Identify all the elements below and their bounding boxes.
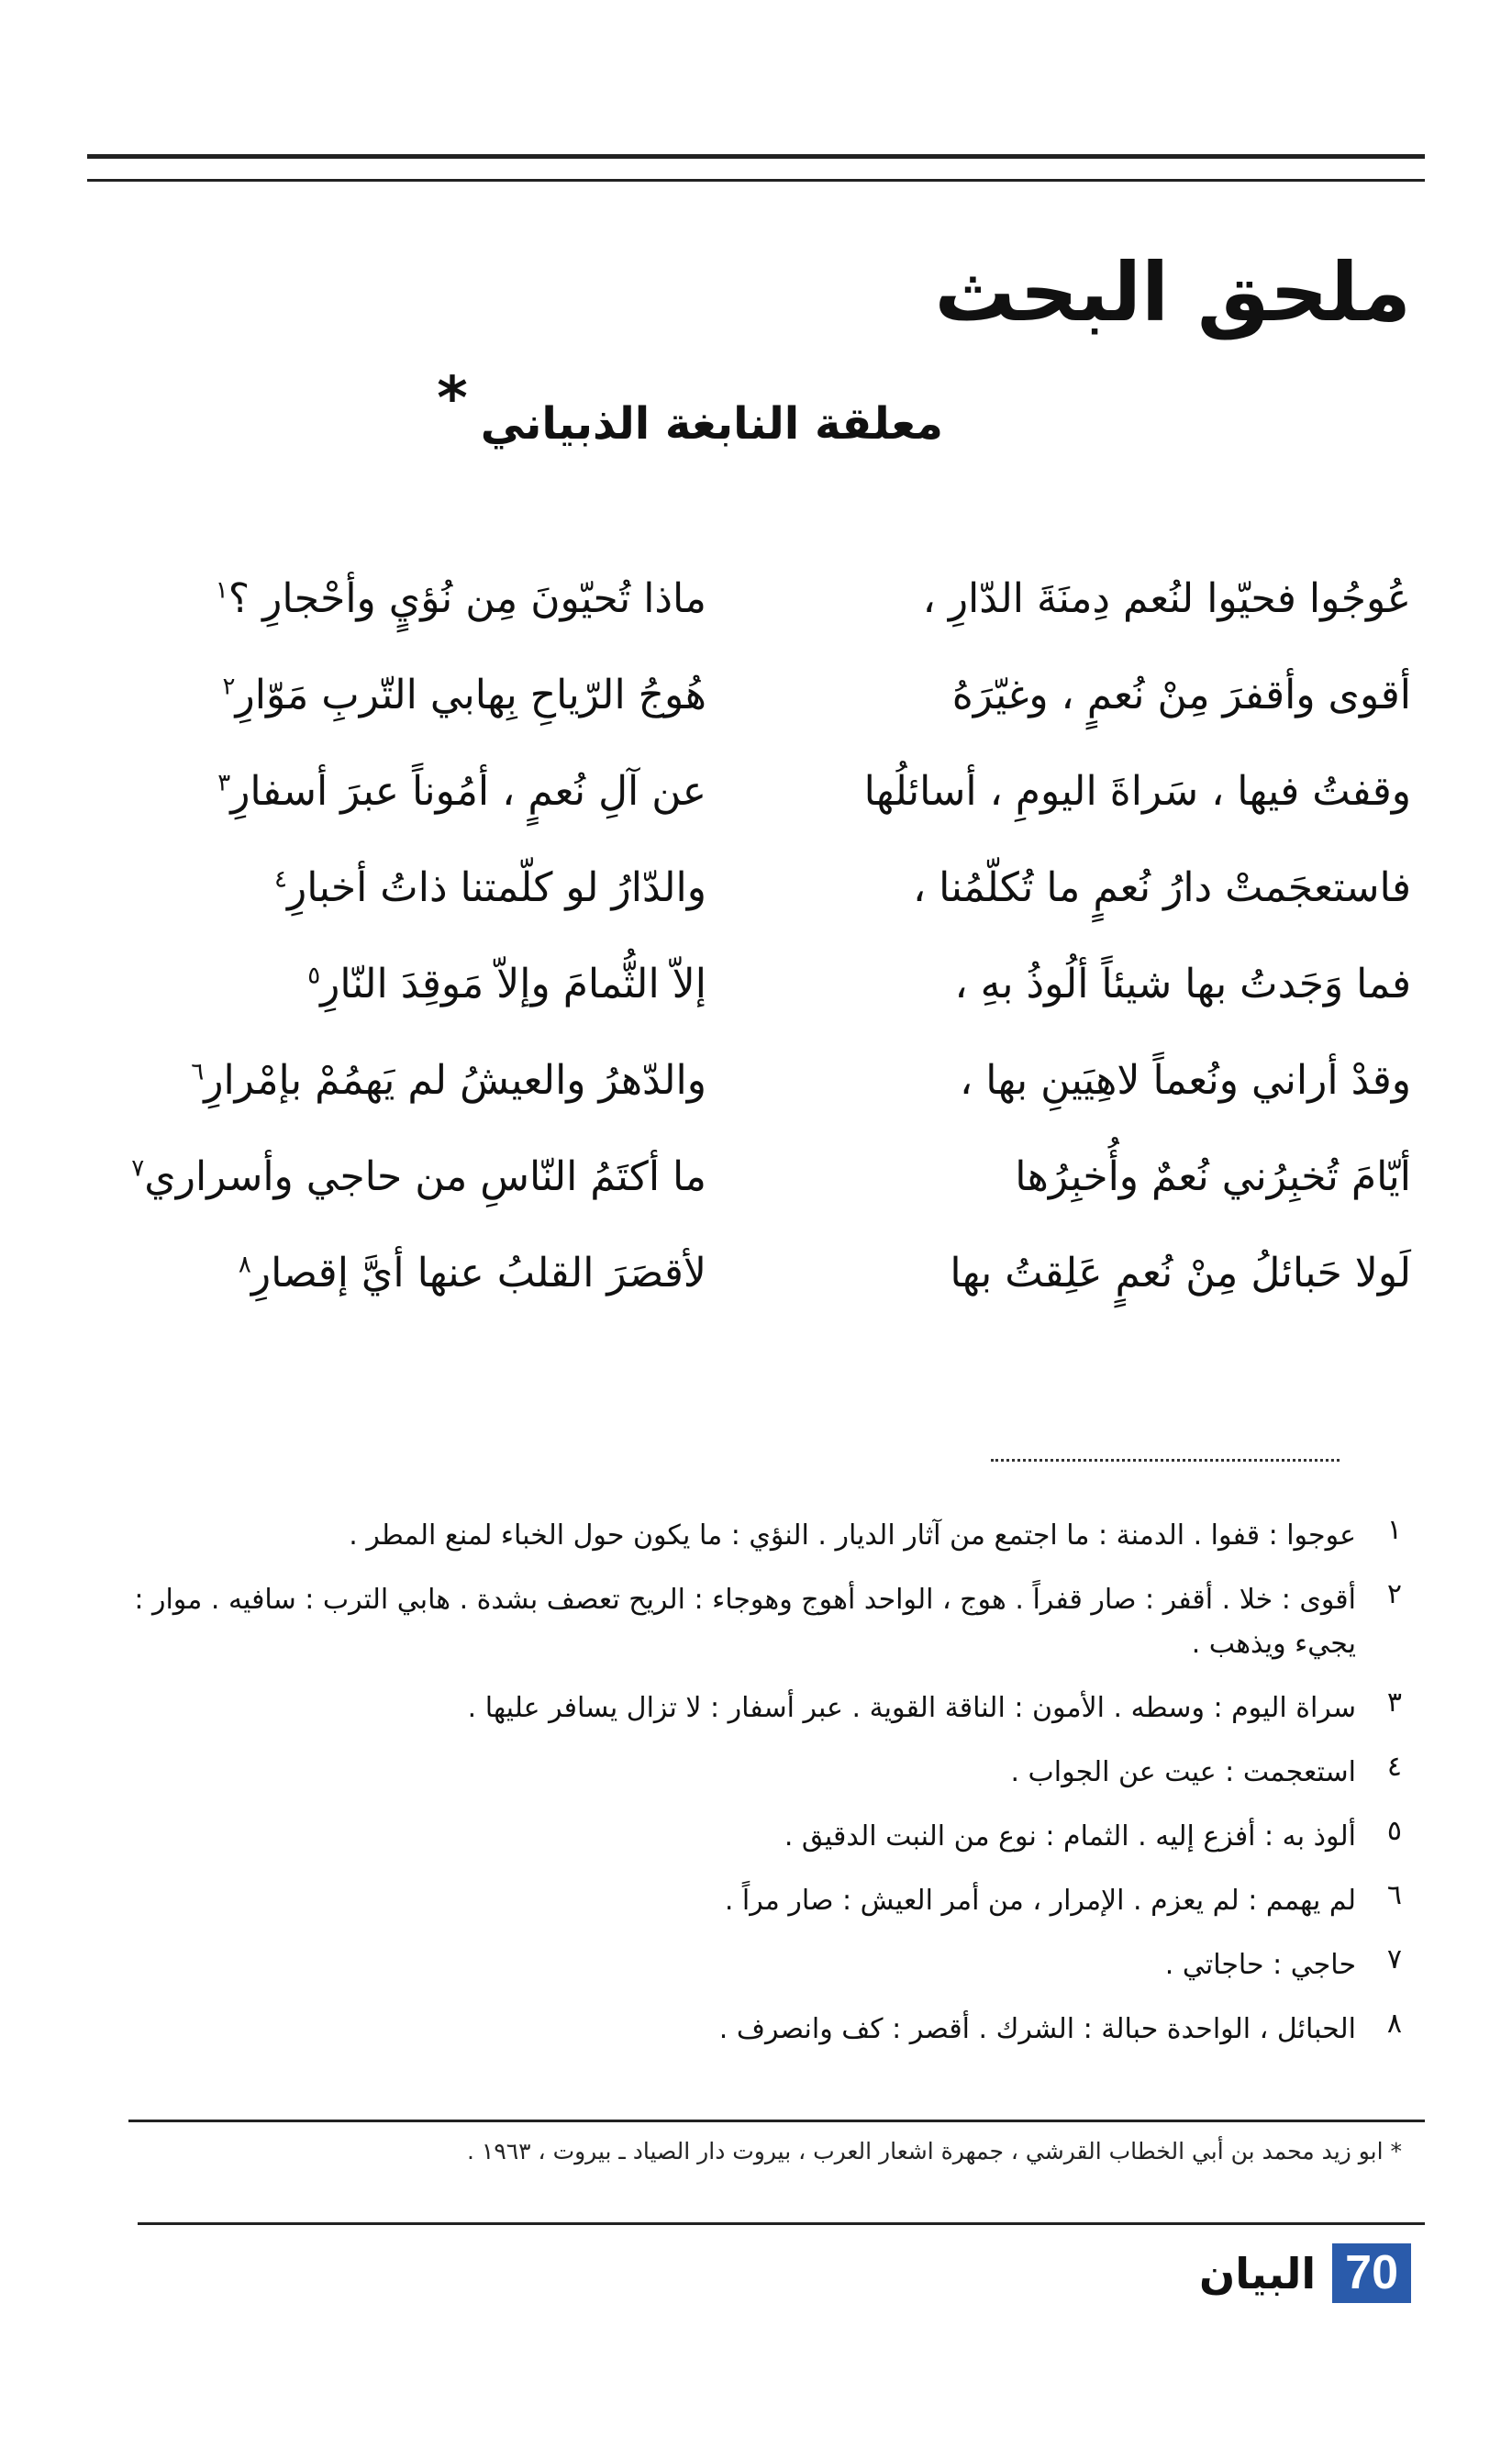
note-number: ٧: [1386, 1943, 1402, 1975]
page-number: 70: [1332, 2243, 1411, 2303]
note-item: [128, 1751, 1402, 1795]
note-item: [128, 1514, 1402, 1558]
top-rule-thin: [87, 179, 1425, 182]
verse-second-hemistich: [83, 1057, 706, 1104]
verse-note-number: ٤: [273, 865, 287, 894]
verse-second-hemistich: [83, 672, 706, 718]
verse-row: [83, 1129, 1411, 1225]
verse-note-number: ٨: [238, 1251, 251, 1279]
verse-first-hemistich: عُوجُوا فحيّوا لنُعم دِمنَةَ الدّارِ ،: [922, 575, 1411, 622]
note-number: ١: [1386, 1514, 1402, 1546]
verse-second-text: هُوجُ الرّياحِ بِهابي التّربِ مَوّارِ: [235, 672, 706, 718]
verse-second-text: عن آلِ نُعمٍ ، أمُوناً عبرَ أسفارِ: [230, 768, 706, 815]
verse-note-number: ٧: [131, 1154, 145, 1183]
notes-separator: [991, 1459, 1340, 1462]
verse-first-hemistich: أقوى وأقفرَ مِنْ نُعمٍ ، وغيّرَهُ: [951, 672, 1411, 718]
footnote-rule: [128, 2120, 1425, 2122]
page-title: ملحق البحث: [934, 245, 1411, 339]
verse-first-hemistich: فاستعجَمتْ دارُ نُعمٍ ما تُكلّمُنا ،: [912, 864, 1411, 911]
note-text: حاجي : حاجاتي .: [1164, 1949, 1356, 1981]
note-item: [128, 1815, 1402, 1859]
note-item: [128, 1879, 1402, 1923]
verse-row: [83, 840, 1411, 936]
verse-second-text: ماذا تُحيّونَ مِن نُؤيٍ وأحْجارِ ؟: [228, 575, 706, 622]
note-item: [128, 1943, 1402, 1987]
verse-row: [83, 936, 1411, 1032]
note-number: ٨: [1386, 2008, 1402, 2040]
glossary-notes: [128, 1514, 1402, 2072]
footer-rule: [138, 2222, 1425, 2225]
verse-second-hemistich: [83, 575, 706, 622]
note-item: [128, 2008, 1402, 2052]
verse-first-hemistich: أيّامَ تُخبِرُني نُعمٌ وأُخبِرُها: [1015, 1153, 1411, 1200]
verse-second-hemistich: [83, 768, 706, 815]
note-text: استعجمت : عيت عن الجواب .: [1010, 1756, 1356, 1788]
note-number: ٢: [1386, 1578, 1402, 1610]
verse-second-text: لأقصَرَ القلبُ عنها أيَّ إقصارِ: [250, 1250, 706, 1296]
top-rule-thick: [87, 154, 1425, 159]
note-item: [128, 1686, 1402, 1730]
verse-note-number: ٦: [191, 1058, 205, 1086]
poem-title-text: معلقة النابغة الذبياني: [480, 398, 943, 450]
poem: [83, 551, 1411, 1321]
note-number: ٦: [1386, 1879, 1402, 1911]
footnote-marker: *: [437, 365, 468, 433]
note-number: ٣: [1386, 1686, 1402, 1719]
verse-note-number: ١: [215, 576, 228, 605]
note-number: ٥: [1386, 1815, 1402, 1847]
note-text: الحبائل ، الواحدة حبالة : الشرك . أقصر : كف وانصرف .: [718, 2013, 1356, 2045]
verse-row: [83, 743, 1411, 840]
note-text: لم يهمم : لم يعزم . الإمرار ، من أمر العيش : صار مراً .: [724, 1885, 1356, 1917]
page-footer: [1199, 2243, 1411, 2303]
journal-name: البيان: [1199, 2248, 1317, 2298]
note-number: ٤: [1386, 1751, 1402, 1783]
verse-second-text: والدّهرُ والعيشُ لم يَهمُمْ بإمْرارِ: [204, 1057, 706, 1104]
note-text: ألوذ به : أفزع إليه . الثمام : نوع من النبت الدقيق .: [784, 1820, 1356, 1853]
verse-first-hemistich: فما وَجَدتُ بها شيئاً ألُوذُ بهِ ،: [954, 961, 1411, 1007]
verse-second-hemistich: [83, 961, 706, 1007]
verse-second-hemistich: [83, 1153, 706, 1200]
verse-row: [83, 1225, 1411, 1321]
verse-first-hemistich: وقدْ أراني ونُعماً لاهِيَينِ بها ،: [960, 1057, 1411, 1104]
note-text: أقوى : خلا . أقفر : صار قفراً . هوج ، الواحد أهوج وهوجاء : الريح تعصف بشدة . هابي الترب : سافيه . موار : يجيء ويذهب .: [134, 1584, 1356, 1660]
verse-second-hemistich: [83, 864, 706, 911]
verse-second-text: والدّارُ لو كلّمتنا ذاتُ أخبارِ: [286, 864, 706, 911]
note-item: [128, 1578, 1402, 1666]
poem-title: [437, 365, 943, 453]
verse-note-number: ٥: [307, 962, 321, 990]
source-footnote: * ابو زيد محمد بن أبي الخطاب القرشي ، جمهرة اشعار العرب ، بيروت دار الصياد ـ بيروت ، ١٩٦٣ .: [466, 2138, 1402, 2164]
verse-second-text: إلاّ الثُّمامَ وإلاّ مَوقِدَ النّارِ: [320, 961, 706, 1007]
verse-first-hemistich: لَولا حَبائلُ مِنْ نُعمٍ عَلِقتُ بها: [950, 1250, 1411, 1296]
verse-row: [83, 551, 1411, 647]
verse-second-text: ما أكتَمُ النّاسِ من حاجي وأسراري: [144, 1153, 706, 1200]
verse-second-hemistich: [83, 1250, 706, 1296]
verse-note-number: ٢: [222, 673, 236, 701]
note-text: سراة اليوم : وسطه . الأمون : الناقة القوية . عبر أسفار : لا تزال يسافر عليها .: [467, 1692, 1356, 1724]
verse-note-number: ٣: [217, 769, 231, 797]
note-text: عوجوا : قفوا . الدمنة : ما اجتمع من آثار الديار . النؤي : ما يكون حول الخباء لمنع المطر .: [349, 1519, 1356, 1552]
verse-row: [83, 1032, 1411, 1129]
verse-first-hemistich: وقفتُ فيها ، سَراةَ اليومِ ، أسائلُها: [863, 768, 1411, 815]
verse-row: [83, 647, 1411, 743]
